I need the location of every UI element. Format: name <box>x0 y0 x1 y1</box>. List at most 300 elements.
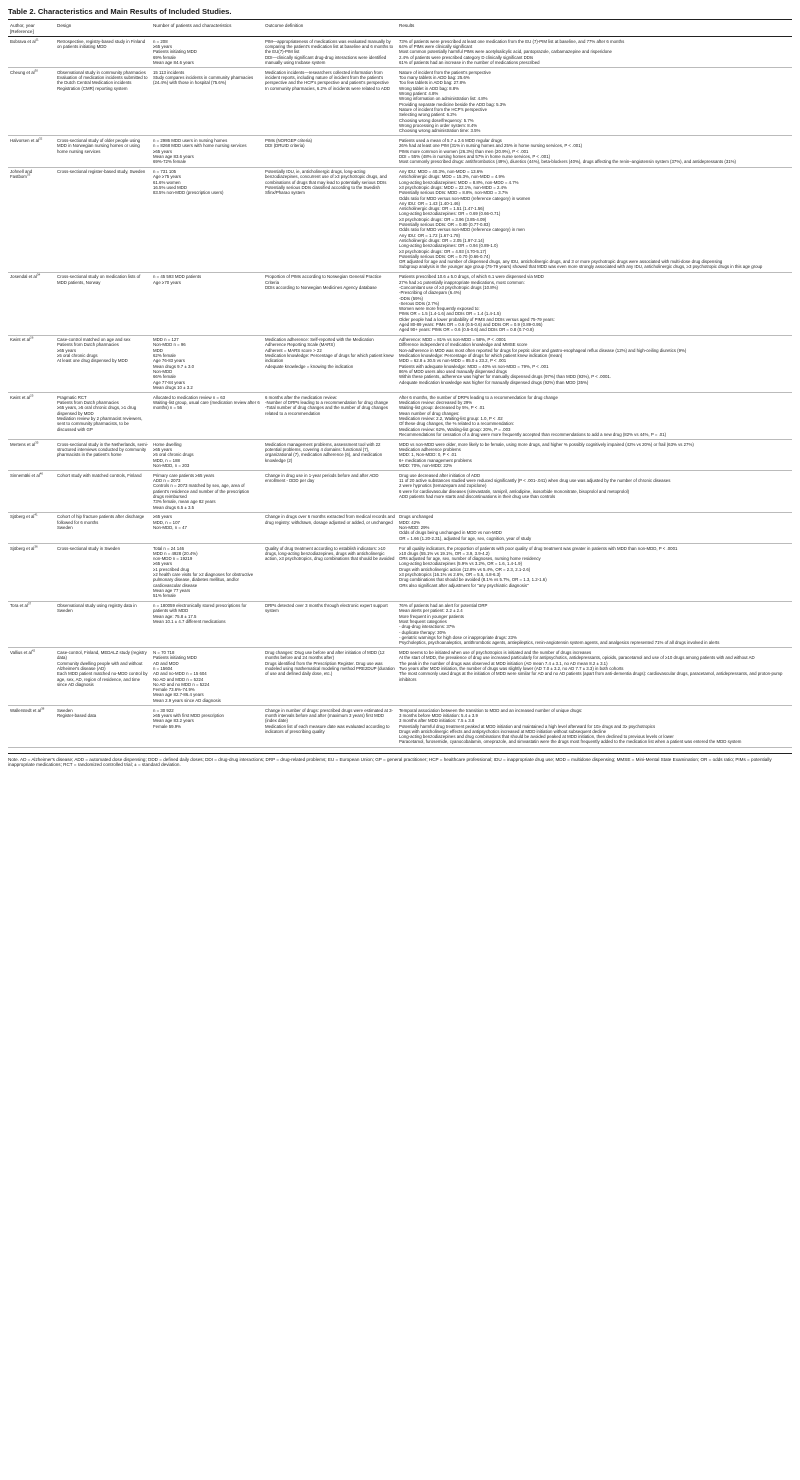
results-line: - geriatric warnings for high dose or inappropriate drugs: 23% <box>399 634 517 640</box>
patients-line: Mean age 77 years <box>153 587 191 593</box>
patients-line: Non-MDD n = 96 <box>153 342 186 348</box>
patients-line: n = 180059 electronically stored prescriptions for patients with MDD <box>153 603 247 614</box>
patients-line: Mean age 83.2 years <box>153 718 194 724</box>
results-line: Choosing wrong dose/frequency: 5.7% <box>399 117 474 123</box>
author-name: Sjöberg et al <box>10 545 35 551</box>
results-line: Any IDU: MDD = 40.3%, non-MDD = 13.6% <box>399 169 484 175</box>
patients-line: Mean drugs 10 ± 3.2 <box>153 384 193 390</box>
design-cell <box>55 68 151 136</box>
author-reference: 42 <box>31 648 36 653</box>
results-line: ≥3 psychotropics (16.1% vs 2.6%, OR = 5.5, 4.8-6.3) <box>399 572 501 578</box>
results-line: Providing separate medicine beside the ADD bag: 5.3% <box>399 101 506 107</box>
header-outcome: Outcome definition <box>263 22 397 37</box>
patients-line: n = 2986 MDD users in nursing homes <box>153 138 228 144</box>
header-patients: Number of patients and characteristics <box>151 22 263 37</box>
results-line: Aged 90+ years: PIMs OR = 0.6 (0.5-0.6) and DDIs OR = 0.8 (0.7-0.8) <box>399 327 534 333</box>
results-line: Paracetamol, furosemide, cyanocobalamin, omeprazole, and simvastatin were the drugs most frequently added to the medication list when a patient was entered the MDD system <box>399 739 742 745</box>
author-cell <box>8 440 55 471</box>
author-cell <box>8 272 55 335</box>
patients-line: ≥65 years <box>153 148 173 154</box>
results-line: 11 of 20 active substances studied were reduced significantly (P < .001-.041) when drug use was adjusted by the number of chronic diseases <box>399 478 671 484</box>
results-line: Potentially serious DDIs: OR = 0.80 (0.77-0.83) <box>399 222 490 228</box>
results-line: Subgroup analysis in the younger age group (75-79 years) showed that MDD was even more strongly associated with any IDU, anticholinergic drugs, ≥3 psychotropic drugs in this age group <box>399 264 763 270</box>
patients-line: ≥1 prescribed drug <box>153 566 190 572</box>
design-line: Sweden <box>57 707 73 713</box>
results-line: MDD: 42% <box>399 519 420 525</box>
results-line: -DDIs (59%) <box>399 295 423 301</box>
results-line: 61% of patients had an increase in the number of medications prescribed <box>399 59 540 65</box>
results-line: -Concomitant use of ≥3 psychotropic drugs (10.8%) <box>399 284 498 290</box>
design-cell <box>55 471 151 513</box>
design-line: Community dwelling people with and without Alzheimer's disease (AD) <box>57 660 143 671</box>
author-cell <box>8 543 55 601</box>
patients-line: ≥65 years <box>153 514 173 520</box>
author-reference: 41 <box>34 513 38 518</box>
patients-line: MDD <box>153 347 163 353</box>
author-reference: 35 <box>35 440 39 445</box>
patients-line: n = 208 <box>153 38 168 44</box>
results-line: For all quality indicators, the proportion of patients with poor quality of drug treatment was greater in patients with MDD than non-MDD, P < .0001 <box>399 545 678 551</box>
author-reference: 11 <box>35 37 39 42</box>
outcome-cell <box>263 37 397 68</box>
author-reference: 37 <box>27 601 32 606</box>
patients-line: No AD and no MDD n = 5224 <box>153 681 210 687</box>
patients-line: 83.5% non-MDD (prescription users) <box>153 190 224 196</box>
outcome-line: Medication adherence: Self-reported with the Medication Adherence Reporting Scale (MARS) <box>265 337 374 348</box>
author-cell <box>8 136 55 167</box>
results-line: 27% had ≥1 potentially inappropriate medications, most common: <box>399 279 525 285</box>
results-line: Nature of incident from the patient's perspective <box>399 69 491 75</box>
results-line: Medication review: 62%, Waiting-list group: 20%, P = .003 <box>399 426 511 432</box>
patients-line: Primary care patients ≥65 years <box>153 472 215 478</box>
design-line: Evaluation of medication incidents submitted to the Dutch Central Medication incidents Registration (CMR) reporting system <box>57 75 148 91</box>
results-line: Aged 80-89 years: PIMs OR = 0.6 (0.5-0.6) and DDIs OR = 0.9 (0.89-0.95) <box>399 322 543 327</box>
results-line: The peak in the number of drugs was observed at MDD initiation (AD mean 7.4 ± 3.1, no AD mean 8.2 ± 3.1) <box>399 660 608 666</box>
results-line: ORs also significant after adjustment for "any psychiatric diagnosis" <box>399 582 529 588</box>
results-line: Non-MDD: 29% <box>399 525 430 531</box>
results-line: 6 were for cardiovascular diseases (simvastatin, ramipril, amlodipine, isosorbide mononitrate, bisoprolol and metoprolol) <box>399 488 630 494</box>
author-cell <box>8 601 55 648</box>
patients-line: Mean age 84.6 years <box>153 59 194 65</box>
results-line: Of these drug changes, the % related to a recommendation: <box>399 421 515 427</box>
outcome-line: Change in drugs over 6 months extracted from medical records and drug registry: withdrawn, dosage adjusted or added, or unchanged <box>265 514 395 525</box>
patients-line: Patients initiating MDD <box>153 49 197 55</box>
author-name: Sjöberg et al <box>10 514 35 520</box>
results-line: MDD vs non-MDD were older, more likely to be female, using more drugs, and higher % possibly cognitively impaired (42% vs 20%) or frail (63% vs 27%) <box>399 441 694 447</box>
outcome-line: Medication knowledge: Percentage of drugs for which patient knew indication <box>265 353 394 364</box>
patients-line: Female 73.6%-74.9% <box>153 687 195 693</box>
outcome-line: DDI—clinically significant drug-drug interactions were identified manually using Inxbase system <box>265 54 387 65</box>
results-line: Odds ratio for MDD versus non-MDD (reference category) in men <box>399 227 525 233</box>
results-line: Wrong processing in order system: 8.4% <box>399 122 478 128</box>
patients-cell <box>151 471 263 513</box>
outcome-cell <box>263 648 397 706</box>
results-cell <box>397 706 792 748</box>
results-cell <box>397 512 792 543</box>
patients-line: 51% female <box>153 593 176 599</box>
results-line: 2.4% of patients were prescribed category D clinically significant DDIs <box>399 54 534 60</box>
results-line: Drug use decreased after initiation of ADD <box>399 472 481 478</box>
design-cell <box>55 648 151 706</box>
table-row <box>8 512 792 543</box>
results-line: After 6 months, the number of DRPs leading to a recommendation for drug change <box>399 394 558 400</box>
patients-line: 69%-72% female <box>153 159 187 165</box>
studies-table <box>8 22 792 748</box>
patients-cell <box>151 543 263 601</box>
results-cell <box>397 648 792 706</box>
design-line: Cohort of hip fracture patients after discharge followed for 6 months <box>57 514 145 525</box>
results-line: Psycholeptics, psychoanaleptics, antithrombotic agents, antiepileptics, renin-angiotensin system agents, and analgesics represented 71% of all drugs involved in alerts <box>399 640 720 646</box>
patients-line: Age 77-84 years <box>153 379 185 385</box>
outcome-line: Drug changes: Drug use before and after initiation of MDD (12 months before and 24 months after) <box>265 650 385 661</box>
design-cell <box>55 272 151 335</box>
design-cell <box>55 706 151 748</box>
results-cell <box>397 335 792 393</box>
patients-line: ADD n = 2073 <box>153 478 181 484</box>
results-line: Odds ratio for MDD versus non-MDD (reference category) in women <box>399 195 531 201</box>
results-line: More frequent in younger patients <box>399 613 464 619</box>
table-row <box>8 136 792 167</box>
results-line: 26% had at least one PIM (31% in nursing homes and 25% in home nursing services, P < .001) <box>399 143 583 149</box>
patients-line: Non-MDD, n = 203 <box>153 462 190 468</box>
results-line: - duplicate therapy: 30% <box>399 629 446 635</box>
results-line: MDD seems to be initiated when use of psychotropics is initiated and the number of drugs increases <box>399 650 592 656</box>
design-line: Case-control matched on age and sex <box>57 337 131 343</box>
patients-line: MDD n = 4928 (20.4%) <box>153 550 198 556</box>
patients-line: Non-MDD, n = 47 <box>153 525 187 531</box>
results-line: Drug combinations that should be avoided (8.1% vs 5.7%, OR = 1.3, 1.2-1.6) <box>399 577 547 583</box>
patients-cell <box>151 706 263 748</box>
patients-line: AD and MDD <box>153 660 179 666</box>
design-line: Cross-sectional study on medication lists of MDD patients, Norway <box>57 274 141 285</box>
outcome-line: Medication management problems, assessment tool with 22 potential problems, covering 4 domains: functional (7), organizational (7), medication adherence (6), and medication knowledge (2) <box>265 441 383 463</box>
outcome-line: Adequate knowledge = knowing the indication <box>265 363 354 369</box>
patients-line: ≥5 oral chronic drugs <box>153 452 194 458</box>
results-cell <box>397 68 792 136</box>
design-line: Mediation review by 2 pharmacist reviewers, sent to community pharmacists, to be discussed with GP <box>57 415 143 432</box>
patients-line: Patients initiating MDD <box>153 655 197 661</box>
results-line: 76% of patients had an alert for potential DRP <box>399 603 488 609</box>
results-line: Long-acting benzodiazepines: OR = 0.94 (0.89-1.0) <box>399 243 498 249</box>
results-line: Medication review: 2.2, Waiting-list group: 1.0, P < .02 <box>399 415 503 421</box>
results-cell <box>397 136 792 167</box>
patients-line: n = 15604 <box>153 665 173 671</box>
outcome-line: DDIs according to Norwegian Medicines Agency database <box>265 284 377 290</box>
author-cell <box>8 393 55 440</box>
results-line: - drug-drug interactions: 37% <box>399 624 456 630</box>
results-line: The most commonly used drugs at the initiation of MDD were similar for AD and no AD patients (apart from anti-dementia drugs): cardiovascular drugs, paracetamol, antidepressants, and proton-pump inhibitors <box>399 671 783 682</box>
results-line: Mean alerts per patient: 2.2 ± 2.4 <box>399 608 463 614</box>
patients-line: Mean 2.9 years since AD diagnosis <box>153 697 221 703</box>
outcome-line: Proportion of PIMs according to Norwegian General Practice Criteria <box>265 274 382 285</box>
results-line: Patients prescribed 10.6 ± 5.0 drugs, of which 6.1 were dispensed via MDD <box>399 274 544 280</box>
outcome-line: Drugs identified from the Prescription Register. Drug use was modeled using mathematical modeling method PRE2DUP (duration of use and defined daily dose, etc.) <box>265 660 395 677</box>
outcome-line: DDI (DRUID criteria) <box>265 143 305 149</box>
results-cell <box>397 393 792 440</box>
results-line: 3 months after MDD initiation: 7.5 ± 3.8 <box>399 718 475 724</box>
patients-cell <box>151 440 263 471</box>
results-cell <box>397 601 792 648</box>
outcome-line: In community pharmacies, 6.2% of incidents were related to ADD <box>265 85 391 91</box>
outcome-line: PIM—appropriateness of medications was evaluated manually by comparing the patient's medication list at baseline and 6 months to the EU(7)-PIM list <box>265 38 394 55</box>
results-line: Most commonly prescribed drugs: antithrombotics (49%), diuretics (44%), beta-blockers (40%), drugs affecting the renin–angiotensin system (37%), and antidepressants (31%) <box>399 159 736 165</box>
table-row <box>8 648 792 706</box>
outcome-cell <box>263 393 397 440</box>
results-line: Long-acting benzodiazepines: OR = 0.69 (0.66-0.71) <box>399 211 501 217</box>
patients-cell <box>151 68 263 136</box>
outcome-line: Quality of drug treatment according to establish indicators: ≥10 drugs, long-acting benzodiazepines, drugs with anticholinergic action, ≥3 psychotropics, drug combinations that should be avoided <box>265 545 395 562</box>
table-row <box>8 440 792 471</box>
results-cell <box>397 543 792 601</box>
results-line: Within these patients, adherence was higher for manually dispensed drugs (97%) than MDD (93%), P < .0001. <box>399 374 612 380</box>
design-cell <box>55 335 151 393</box>
author-reference: 25 <box>30 393 34 398</box>
patients-line: Home dwelling <box>153 441 182 447</box>
results-line: Too few tablets in ADD bag: 27.8% <box>399 80 466 86</box>
outcome-line: Potentially IDU, ie, anticholinergic drugs, long-acting benzodiazepines, concurrent use of ≥3 psychotropic drugs, and combinations of drugs that may lead to potentially serious DDIs <box>265 169 387 185</box>
design-line: Cross-sectional register-based study, Sweden <box>57 169 146 175</box>
design-line: Each MDD patient matched no-MDD control by age, sex, AD, region of residence, and time since AD diagnosis <box>57 671 148 687</box>
author-reference: 32 <box>38 136 43 141</box>
results-line: Anticholinergic drugs: MDD = 15.3%, non-MDD = 4.9% <box>399 174 505 180</box>
patients-line: Age 76-83 years <box>153 358 185 364</box>
author-name: Johnell and Fastbom <box>10 169 33 180</box>
table-row <box>8 167 792 272</box>
patients-line: AD and no-MDD n = 15 604 <box>153 671 207 677</box>
table-row <box>8 37 792 68</box>
patients-line: Study compares incidents in community pharmacies (24.4%) with those in hospital (75.6%) <box>153 75 254 86</box>
results-line: Adequate medication knowledge was higher for manually dispensed drugs (92%) than MDD (35%) <box>399 379 589 385</box>
design-line: ≥5 oral chronic drugs <box>57 353 98 359</box>
table-title: Table 2. Characteristics and Main Results of Included Studies. <box>8 7 792 20</box>
outcome-line: Potentially serious DDIs classified according to the Swedish Sfinx/Pharao system <box>265 184 380 196</box>
results-line: Adherence: MDD = 81% vs non-MDD = 58%, P < .0001 <box>399 337 507 343</box>
results-line: OR = 1.66 (1.20-2.31), adjusted for age, sex, cognition, year of study <box>399 535 532 541</box>
outcome-line: DRPs detected over 3 months through electronic expert support system <box>265 603 388 614</box>
patients-line: MDD, n = 107 <box>153 519 180 525</box>
patients-line: ≥65 years <box>153 447 173 453</box>
patients-line: Mean age 82.7-86.4 years <box>153 692 204 698</box>
author-name: Kwint et al <box>10 394 31 400</box>
results-line: 6+ medication management problems <box>399 457 472 463</box>
author-reference: 34 <box>36 272 41 277</box>
results-line: Older people had a lower probability of PIMS and DDIs versus aged 75-79 years: <box>399 316 555 322</box>
results-line: Any IDU: OR = 1.72 (1.67-1.78) <box>399 232 460 238</box>
table-row <box>8 706 792 748</box>
author-name: Tora et al <box>10 603 28 609</box>
table-note: Note. AD = Alzheimer's disease; ADD = automated dose dispensing; DDD = defined daily doses; DDI = drug-drug interactions; DRP = drug-related problems; EU = European Union; GP = general practitioner; HCP = healthcare professional; IDU = inappropriate drug use; MDD = multidose dispensing; MMSE = Mini-Mental State Examination; OR = odds ratio; PIMs = potentially inappropriate medications; RCT = randomized controlled trial; ± = standard deviation. <box>8 753 792 768</box>
patients-cell <box>151 512 263 543</box>
author-cell <box>8 68 55 136</box>
design-line: Case-control, Finland, MEDALZ study (registry data) <box>57 650 147 661</box>
results-line: 3 months before MDD initiation: 5.4 ± 3.9 <box>399 712 478 718</box>
results-line: Choosing wrong administration time: 3.5% <box>399 128 481 134</box>
design-cell <box>55 393 151 440</box>
results-cell <box>397 440 792 471</box>
patients-line: MDD, n = 188 <box>153 457 180 463</box>
results-line: ≥3 psychotropic drugs: OR = 3.96 (3.85-4.09) <box>399 216 487 222</box>
results-line: Drugs with anticholinergic effects and antipsychotics increased at MDD initiation without subsequent decline <box>399 728 607 734</box>
table-row <box>8 543 792 601</box>
outcome-cell <box>263 167 397 272</box>
results-line: Most frequent categories <box>399 619 447 624</box>
patients-line: 69% female <box>153 54 176 60</box>
results-line: Any IDU: OR = 1.43 (1.40-1.46) <box>399 200 460 206</box>
results-line: MDD = 62.8 ± 30.5 vs non-MDD = 85.0 ± 23.2, P < .001 <box>399 358 507 364</box>
header-author: Author, year [Reference] <box>8 22 55 37</box>
patients-line: n = 8268 MDD users with home nursing services <box>153 143 247 149</box>
results-line: ≥3 psychotropic drugs: MDD = 22.1%, non-MDD = 2.4% <box>399 184 507 190</box>
author-reference: 36 <box>34 544 38 549</box>
outcome-line: -Total number of drug changes and the number of drug changes related to a recommendation <box>265 405 388 416</box>
results-line: Mean number of drug changes: <box>399 410 460 416</box>
design-cell <box>55 601 151 648</box>
design-cell <box>55 167 151 272</box>
results-line: 64% of PIMs were clinically significant <box>399 44 473 50</box>
results-line: Potentially serious DDIs: MDD = 8.8%, non-MDD = 3.7% <box>399 190 509 196</box>
results-line: ORs adjusted for age, sex, number of diagnoses, nursing home residency <box>399 556 541 562</box>
results-line: Difference independent of medication knowledge and MMSE score <box>399 342 528 348</box>
patients-line: 66% female <box>153 374 176 380</box>
results-line: Recommendations for cessation of a drug were more frequently accepted than recommendations to add a new drug (82% vs 44%, P = .01) <box>399 431 667 437</box>
results-line: Medication adherence problems <box>399 447 461 453</box>
patients-line: 61.6% women <box>153 179 181 185</box>
results-line: Most common potentially harmful PIMs were acetylsalicylic acid, pantoprazole, carbamazepine and risperidone <box>399 49 612 55</box>
design-cell <box>55 37 151 68</box>
design-cell <box>55 440 151 471</box>
header-row <box>8 22 792 37</box>
outcome-line: Change in number of drugs: prescribed drugs were estimated at 3-month intervals before and after (maximum 3 years) first MDD (index date) <box>265 707 393 724</box>
results-line: Women were more frequently exposed to: <box>399 306 480 312</box>
results-line: DDI = 55% (48% in nursing homes and 57% in home nurse services, P < .001) <box>399 153 551 159</box>
author-reference: 26 <box>30 335 34 340</box>
outcome-line: PIMs (NORGEP criteria) <box>265 138 312 144</box>
table-row <box>8 393 792 440</box>
results-line: Wrong information on administration list: 4.8% <box>399 96 488 102</box>
design-line: Cross-sectional study in Sweden <box>57 545 121 551</box>
patients-cell <box>151 136 263 167</box>
design-cell <box>55 136 151 167</box>
design-cell <box>55 543 151 601</box>
author-cell <box>8 648 55 706</box>
design-line: Pragmatic RCT <box>57 394 87 400</box>
results-line: Selecting wrong patient: 6.2% <box>399 112 457 118</box>
header-results: Results <box>397 22 792 37</box>
design-line: Cross-sectional study of older people using MDD in Norwegian nursing homes or using home nursing services <box>57 138 141 154</box>
author-reference: 30 <box>34 68 38 73</box>
patients-line: n = 731 105 <box>153 169 177 175</box>
table-row <box>8 68 792 136</box>
patients-line: Waiting-list group, usual care (medication review after 6 months) n = 56 <box>153 400 260 411</box>
results-line: Temporal association between the transition to MDD and an increased number of unique drugs: <box>399 707 583 713</box>
patients-line: Mean drugs 9.7 ± 3.0 <box>153 363 195 369</box>
outcome-cell <box>263 272 397 335</box>
patients-line: n = 45 593 MDD patients <box>153 274 202 280</box>
results-line: Potentially harmful drug treatment peaked at MDD initiation and maintained a high level afterward for 10≥ drugs and 3≥ psychotropics <box>399 723 656 729</box>
patients-line: Mean 10.1 ± 4.7 different medications <box>153 619 226 624</box>
author-name: Vallius et al <box>10 650 32 656</box>
author-name: Mertens et al <box>10 441 36 447</box>
results-cell <box>397 167 792 272</box>
patients-cell <box>151 167 263 272</box>
outcome-cell <box>263 706 397 748</box>
design-line: At least one drug dispensed by MDD <box>57 358 128 364</box>
author-name: Sinnemäki et al <box>10 472 40 478</box>
patients-line: Female 59.9% <box>153 723 182 729</box>
patients-line: Allocated to medication review n = 63 <box>153 394 226 400</box>
author-name: Wallerstedt et al <box>10 707 41 713</box>
design-line: Cross-sectional study in the Netherlands, semi-structured interviews conducted by community pharmacists in the patient's home <box>57 441 149 458</box>
patients-line: 62% female <box>153 353 176 359</box>
table-row <box>8 601 792 648</box>
author-cell <box>8 512 55 543</box>
outcome-line: Medication incidents—researchers collected information from incident reports, including nature of incident from the patient's perspective and the HCP's perspective and patient's perspective <box>265 69 389 86</box>
patients-line: No AD and MDD n = 5224 <box>153 676 204 682</box>
patients-cell <box>151 272 263 335</box>
patients-line: 16.5% used MDD <box>153 184 188 190</box>
design-line: Patients from Dutch pharmacies <box>57 342 119 348</box>
results-cell <box>397 37 792 68</box>
patients-line: Mean drugs 6.5 ± 3.5 <box>153 504 195 510</box>
results-cell <box>397 272 792 335</box>
author-name: Josendal et al <box>10 274 37 280</box>
outcome-line: Change in drug use in 1-year periods before and after ADD enrollment - DDD per day <box>265 472 379 484</box>
outcome-cell <box>263 512 397 543</box>
patients-line: Controls n = 2073 matched by sex, age, area of patient's residence and number of the prescription drugs reimbursed <box>153 483 250 499</box>
author-cell <box>8 706 55 748</box>
results-line: Potentially serious DDIs: OR = 0.70 (0.66-0.74) <box>399 253 490 259</box>
patients-line: ≥2 health care visits for ≥2 diagnoses for obstructive pulmonary disease, diabetes mellitus, and/or cardiovascular disease <box>153 572 254 588</box>
author-name: Cheung et al <box>10 69 35 75</box>
patients-cell <box>151 393 263 440</box>
patients-line: ≥65 years <box>153 44 173 50</box>
results-line: ADD patients had more starts and discontinuations in their drug use than controls <box>399 493 556 499</box>
outcome-cell <box>263 543 397 601</box>
table-body <box>8 37 792 748</box>
results-line: ≥3 psychotropic drugs: OR = 4.93 (4.70-5.17) <box>399 248 487 254</box>
results-line: MDD: 70%, non-MDD: 22% <box>399 462 453 468</box>
patients-cell <box>151 37 263 68</box>
patients-line: ≥65 years <box>153 561 173 567</box>
outcome-cell <box>263 68 397 136</box>
results-line: -Serous DDIs (2.7%) <box>399 300 440 306</box>
results-line: Nature of incident from the HCP's perspective <box>399 106 487 112</box>
author-cell <box>8 471 55 513</box>
outcome-cell <box>263 471 397 513</box>
results-line: At the start of MDD, the prevalence of drug use increased particularly for antipsychotics, antidepressants, opioids, paracetamol and use of ≥10 drugs among patients with and without AD <box>399 655 755 661</box>
results-line: Drugs with anticholinergic action (12.8% vs 5.4%, OR = 2.3, 2.1-2.6) <box>399 566 531 572</box>
outcome-line: Medication list of each measure date was evaluated according to indicators of prescribing quality <box>265 723 390 734</box>
author-reference: 40 <box>39 471 44 476</box>
author-name: Bobrava et al <box>10 38 36 44</box>
results-cell <box>397 471 792 513</box>
design-line: Patients from Dutch pharmacies <box>57 400 119 406</box>
design-line: Observational study using registry data in Sweden <box>57 603 137 614</box>
results-line: PIMs more common in women (26.3%) than men (20.9%), P < .001 <box>399 148 529 154</box>
results-line: OR adjusted for age and number of dispensed drugs, any IDU, anticholinergic drugs, and 3 or more psychotropic drugs were associated with multi-dose drug dispensing <box>399 259 723 265</box>
results-line: 73% of patients were prescribed at least one medication from the EU (7)-PIM list at baseline, and 77% after 6 months <box>399 38 625 44</box>
patients-line: Age ≥70 years <box>153 279 181 285</box>
results-line: Medication review: decreased by 29% <box>399 400 473 406</box>
patients-line: Mean age 83.6 years <box>153 153 194 159</box>
results-line: Medication knowledge: Percentage of drugs for which patient knew indication (mean) <box>399 353 563 359</box>
outcome-line: Adherent = MARS score > 22 <box>265 347 322 353</box>
results-line: Anticholinergic drugs: OR = 2.05 (1.97-2.14) <box>399 237 485 243</box>
design-line: Register-based data <box>57 712 97 718</box>
design-cell <box>55 512 151 543</box>
results-line: Too many tablets in ADD bag: 25.6% <box>399 75 470 81</box>
patients-cell <box>151 335 263 393</box>
